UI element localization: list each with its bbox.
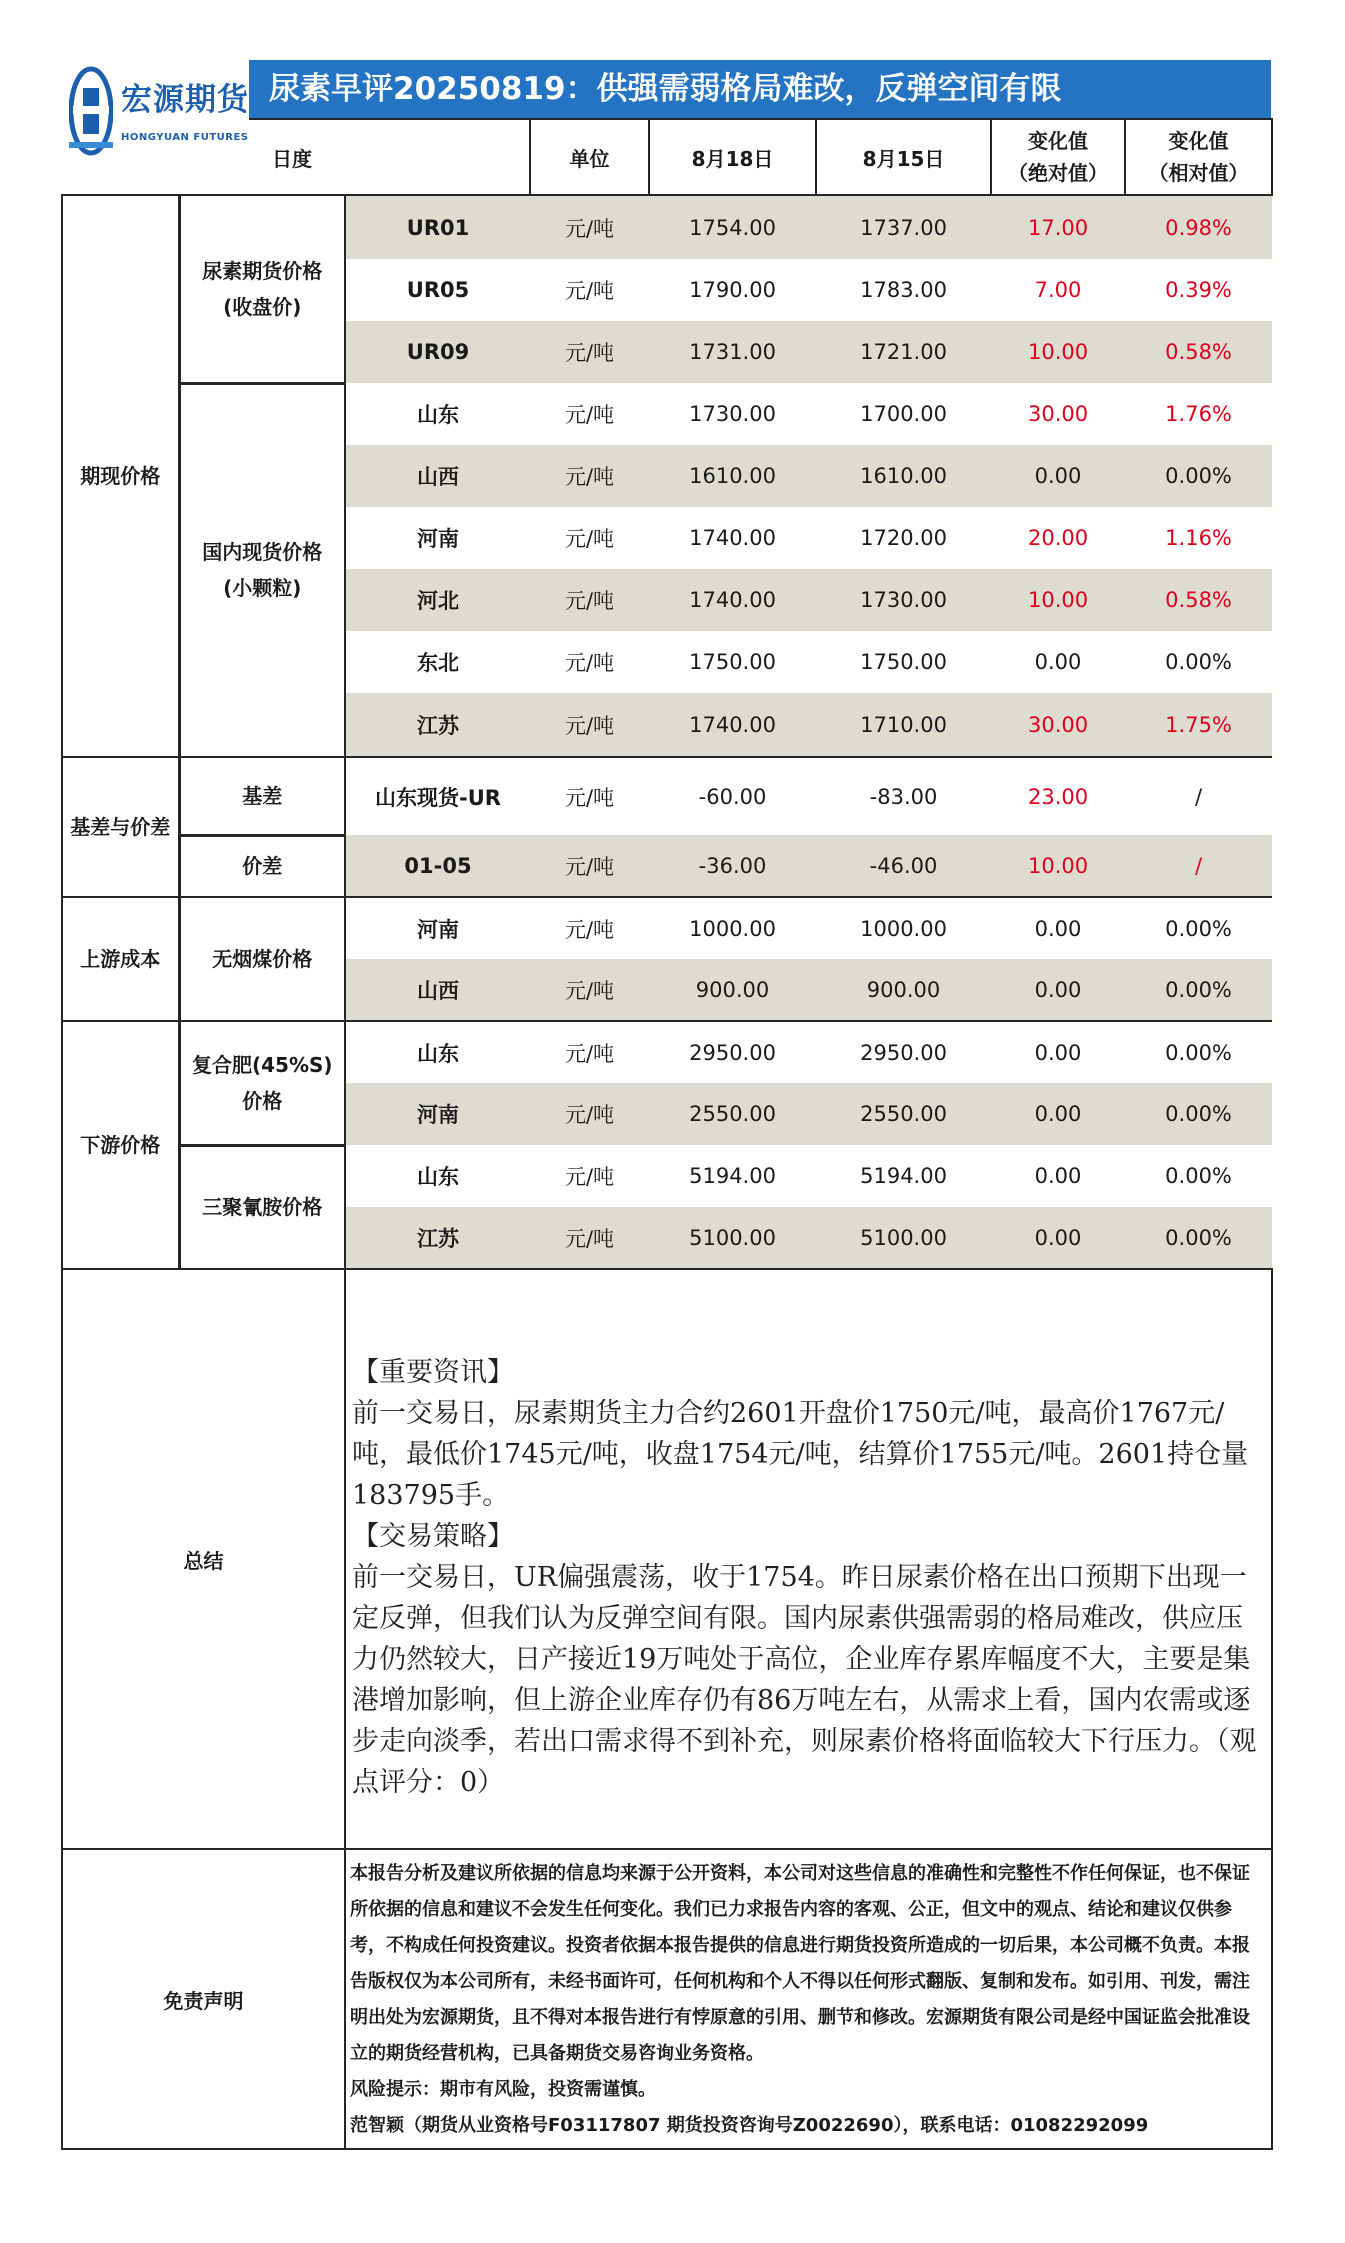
row-unit: 元/吨	[564, 917, 615, 942]
row-change-rel: 0.00%	[1165, 916, 1232, 941]
row-value-aug15: 1737.00	[816, 195, 991, 259]
row-change-rel: 0.00%	[1125, 959, 1272, 1021]
disclaimer-label: 免责声明	[62, 1849, 345, 2149]
row-value-aug18: 2950.00	[689, 1040, 776, 1065]
row-change-abs: 0.00	[1034, 916, 1082, 941]
row-unit: 元/吨	[530, 835, 649, 897]
row-change-rel: /	[1125, 835, 1272, 897]
row-unit: 元/吨	[564, 403, 615, 427]
row-name: UR09	[345, 321, 530, 383]
row-change-abs: 17.00	[991, 195, 1125, 259]
row-name: 河南	[417, 917, 460, 942]
row-name: 河南	[417, 527, 460, 551]
row-name: 01-05	[345, 835, 530, 897]
row-value-aug15: 1720.00	[860, 526, 947, 550]
row-name: 山东现货-UR	[375, 785, 501, 810]
row-name: 江苏	[345, 693, 530, 757]
row-unit: 元/吨	[530, 959, 649, 1021]
title-band	[61, 60, 1271, 143]
row-value-aug18: 1000.00	[689, 916, 776, 941]
row-value-aug18: 1740.00	[649, 693, 816, 757]
row-change-rel: 0.00%	[1165, 1164, 1232, 1188]
row-value-aug18: 1740.00	[689, 526, 776, 550]
subgroup-spot-price: 国内现货价格 (小颗粒)	[179, 383, 345, 757]
summary-heading-news: 【重要资讯】	[352, 1357, 514, 1388]
row-change-abs: 0.00	[991, 445, 1125, 507]
row-change-rel: 0.98%	[1125, 195, 1272, 259]
row-value-aug15: 1700.00	[860, 402, 947, 426]
row-unit: 元/吨	[530, 569, 649, 631]
row-change-abs: 0.00	[991, 1083, 1125, 1145]
subgroup-compound-fertilizer: 复合肥(45%S) 价格	[179, 1021, 345, 1145]
analyst-contact: 范智颖（期货从业资格号F03117807 期货投资咨询号Z0022690），联系电话：01082292099	[350, 2115, 1149, 2136]
table-row	[62, 1021, 1272, 1083]
disclaimer-content	[345, 1849, 1272, 2149]
summary-heading-strategy: 【交易策略】	[352, 1521, 514, 1552]
row-value-aug18: 1731.00	[649, 321, 816, 383]
row-change-abs: 10.00	[991, 321, 1125, 383]
subgroup-anthracite: 无烟煤价格	[179, 897, 345, 1021]
subgroup-spread: 价差	[179, 835, 345, 897]
row-unit: 元/吨	[564, 785, 615, 810]
row-change-abs: 0.00	[1034, 1164, 1082, 1188]
row-value-aug18: 900.00	[649, 959, 816, 1021]
summary-news-text: 前一交易日，尿素期货主力合约2601开盘价1750元/吨，最高价1767元/吨，最低价1745元/吨，收盘1754元/吨，结算价1755元/吨。2601持仓量183795手。	[352, 1398, 1249, 1511]
row-value-aug15: 5194.00	[860, 1164, 947, 1188]
row-change-rel: 0.00%	[1165, 1040, 1232, 1065]
row-name: 河北	[345, 569, 530, 631]
row-unit: 元/吨	[564, 1041, 615, 1066]
row-name: 山东	[417, 403, 460, 427]
row-change-rel: /	[1194, 784, 1203, 809]
summary-label: 总结	[62, 1269, 345, 1849]
header-date2: 8月15日	[816, 119, 991, 195]
subgroup-futures-price: 尿素期货价格 (收盘价)	[179, 195, 345, 383]
group-basis: 基差与价差	[62, 757, 179, 897]
report-title: 尿素早评20250819：供强需弱格局难改，反弹空间有限	[249, 60, 1271, 118]
table-row	[62, 1145, 1272, 1207]
row-change-rel: 0.00%	[1125, 1083, 1272, 1145]
row-unit: 元/吨	[564, 527, 615, 551]
row-name: 江苏	[345, 1207, 530, 1269]
group-spot-futures: 期现价格	[62, 195, 179, 757]
summary-row	[62, 1269, 1272, 1849]
subgroup-melamine: 三聚氰胺价格	[179, 1145, 345, 1269]
row-name: 山西	[345, 445, 530, 507]
row-value-aug15: 2950.00	[860, 1040, 947, 1065]
row-value-aug18: 1730.00	[689, 402, 776, 426]
row-value-aug18: 1610.00	[649, 445, 816, 507]
header-date1: 8月18日	[649, 119, 816, 195]
table-row	[62, 835, 1272, 897]
row-name: 东北	[417, 651, 460, 675]
row-change-rel: 0.00%	[1165, 650, 1232, 674]
row-name: 河南	[345, 1083, 530, 1145]
row-value-aug15: 1610.00	[816, 445, 991, 507]
summary-strategy-text: 前一交易日，UR偏强震荡，收于1754。昨日尿素价格在出口预期下出现一定反弹，但我们认为反弹空间有限。国内尿素供强需弱的格局难改，供应压力仍然较大，日产接近19万吨处于高位，企业库存累库幅度不大，主要是集港增加影响，但上游企业库存仍有86万吨左右，从需求上看，国内农需或逐步走向淡季，若出口需求得不到补充，则尿素价格将面临较大下行压力。（观点评分：0）	[352, 1562, 1257, 1798]
row-change-rel: 1.16%	[1165, 526, 1232, 550]
row-name: UR01	[345, 195, 530, 259]
row-name: UR05	[406, 278, 470, 302]
row-unit: 元/吨	[564, 279, 615, 303]
row-value-aug18: 5100.00	[649, 1207, 816, 1269]
row-change-abs: 30.00	[991, 693, 1125, 757]
disclaimer-text: 本报告分析及建议所依据的信息均来源于公开资料，本公司对这些信息的准确性和完整性不作任何保证，也不保证所依据的信息和建议不会发生任何变化。我们已力求报告内容的客观、公正，但文中的观点、结论和建议仅供参考，不构成任何投资建议。投资者依据本报告提供的信息进行期货投资所造成的一切后果，本公司概不负责。本报告版权仅为本公司所有，未经书面许可，任何机构和个人不得以任何形式翻版、复制和发布。如引用、刊发，需注明出处为宏源期货，且不得对本报告进行有悖原意的引用、删节和修改。宏源期货有限公司是经中国证监会批准设立的期货经营机构，已具备期货交易咨询业务资格。	[350, 1863, 1250, 2064]
row-unit: 元/吨	[564, 1165, 615, 1189]
header-unit: 单位	[530, 119, 649, 195]
row-change-rel: 0.39%	[1165, 278, 1232, 302]
row-change-abs: 23.00	[1027, 784, 1089, 809]
row-value-aug15: 1710.00	[816, 693, 991, 757]
company-logo	[61, 60, 249, 172]
row-value-aug15: -46.00	[816, 835, 991, 897]
row-change-abs: 7.00	[1034, 278, 1082, 302]
row-name: 山东	[417, 1041, 460, 1066]
row-unit: 元/吨	[530, 321, 649, 383]
report-sheet	[61, 60, 1271, 2150]
row-change-abs: 0.00	[1034, 650, 1082, 674]
group-upstream: 上游成本	[62, 897, 179, 1021]
row-value-aug18: 1754.00	[649, 195, 816, 259]
row-change-rel: 0.58%	[1125, 569, 1272, 631]
row-value-aug15: 1730.00	[816, 569, 991, 631]
row-change-abs: 10.00	[991, 835, 1125, 897]
row-value-aug18: 2550.00	[649, 1083, 816, 1145]
row-name: 山西	[345, 959, 530, 1021]
row-change-abs: 20.00	[1027, 526, 1089, 550]
row-change-rel: 0.00%	[1125, 1207, 1272, 1269]
row-unit: 元/吨	[530, 1207, 649, 1269]
table-row	[62, 383, 1272, 445]
row-value-aug18: -60.00	[698, 784, 767, 809]
row-unit: 元/吨	[530, 445, 649, 507]
disclaimer-row	[62, 1849, 1272, 2149]
subgroup-basis: 基差	[179, 757, 345, 835]
row-change-abs: 0.00	[991, 959, 1125, 1021]
row-unit: 元/吨	[530, 195, 649, 259]
row-value-aug15: 2550.00	[816, 1083, 991, 1145]
row-change-abs: 0.00	[1034, 1040, 1082, 1065]
row-change-rel: 1.76%	[1165, 402, 1232, 426]
row-change-rel: 0.58%	[1125, 321, 1272, 383]
row-change-abs: 10.00	[991, 569, 1125, 631]
row-value-aug15: 1783.00	[860, 278, 947, 302]
row-value-aug18: 1750.00	[689, 650, 776, 674]
header-change-rel: 变化值 （相对值）	[1125, 119, 1272, 195]
row-value-aug15: 5100.00	[816, 1207, 991, 1269]
row-value-aug18: 5194.00	[689, 1164, 776, 1188]
row-change-rel: 0.00%	[1125, 445, 1272, 507]
header-period: 日度	[62, 119, 530, 195]
row-change-abs: 0.00	[991, 1207, 1125, 1269]
row-value-aug15: -83.00	[869, 784, 938, 809]
row-value-aug15: 1750.00	[860, 650, 947, 674]
table-row	[62, 897, 1272, 959]
logo-name-cn: 宏源期货	[121, 82, 249, 118]
row-value-aug18: 1740.00	[649, 569, 816, 631]
logo-name-en: HONGYUAN FUTURES	[121, 132, 249, 143]
row-value-aug15: 900.00	[816, 959, 991, 1021]
row-value-aug18: -36.00	[649, 835, 816, 897]
row-unit: 元/吨	[530, 693, 649, 757]
table-row	[62, 757, 1272, 835]
row-value-aug15: 1721.00	[816, 321, 991, 383]
row-value-aug18: 1790.00	[689, 278, 776, 302]
row-change-rel: 1.75%	[1125, 693, 1272, 757]
row-change-abs: 30.00	[1027, 402, 1089, 426]
row-unit: 元/吨	[530, 1083, 649, 1145]
header-change-abs: 变化值 （绝对值）	[991, 119, 1125, 195]
row-name: 山东	[417, 1165, 460, 1189]
table-row	[62, 195, 1272, 259]
price-table	[61, 118, 1273, 2150]
risk-warning: 风险提示：期市有风险，投资需谨慎。	[350, 2079, 656, 2100]
row-unit: 元/吨	[564, 651, 615, 675]
hongyuan-logo-icon	[69, 66, 113, 156]
group-downstream: 下游价格	[62, 1021, 179, 1269]
summary-content	[345, 1269, 1272, 1849]
row-value-aug15: 1000.00	[860, 916, 947, 941]
